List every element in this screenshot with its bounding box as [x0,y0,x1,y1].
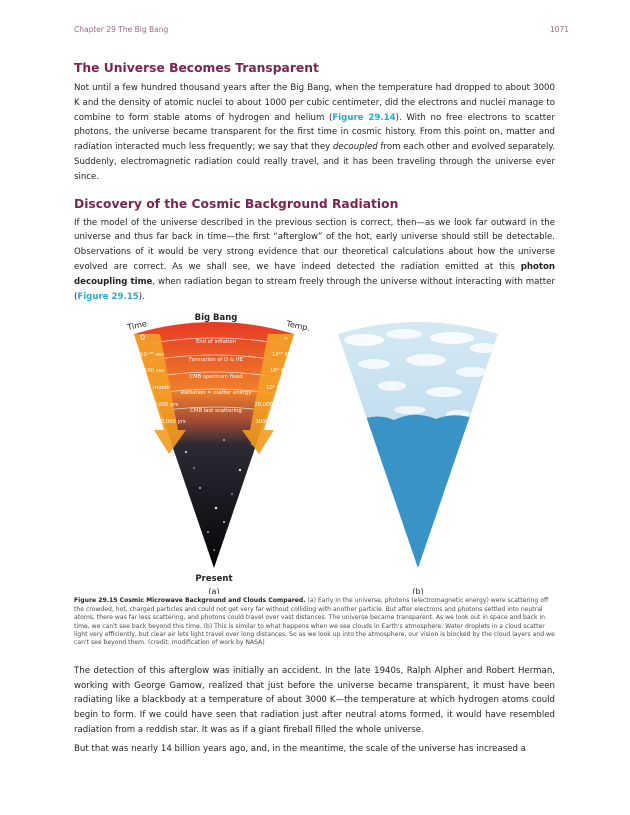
time-label: 1 month [148,385,171,392]
text-run: Not until a few hundred thousand years after the Big Bang, when the temperature had dropped to about 3000 K and the density of atomic nuclei to about 1000 per cubic centimeter, did the electrons and nuclei manage to combine to form stable atoms of hydrogen and helium ( [74,83,555,123]
text-run: , when radiation began to stream freely through the universe without interacting with matter ( [74,276,555,302]
figure-caption [74,597,555,647]
temperature-label: 10²⁸ K [271,352,288,359]
figure-link-29-15[interactable]: Figure 29.15 [77,291,139,302]
temperature-label: 10⁹ K [269,368,284,375]
paragraph-discovery [74,216,555,305]
big-bang-title: Big Bang [194,313,238,324]
emphasis-decoupled: decoupled [332,142,378,153]
temperature-label: 20,000 K [254,402,278,409]
band-center-label: CMB spectrum fixed [189,374,243,381]
text-run: from each other and evolved separately. Suddenly, electromagnetic radiation could really travel, and it has been traveling through the universe ever since. [74,142,555,182]
temperature-label: 3000 K [255,419,274,426]
page-number: 1071 [549,25,569,34]
figure-29-15 [74,312,555,594]
time-label: 100 sec [144,368,165,375]
time-axis-label: Time [126,319,148,333]
band-center-label: Formation of D & HE [188,357,244,364]
text-run: ). With no free electrons to scatter photons, the universe became transparent for the first time in cosmic history. From this point on, matter and radiation interacted much less frequently; we say that they [74,112,556,153]
time-label: 0 [140,333,146,343]
text-run: If the model of the universe described in the previous section is correct, then—as we look far outward in the universe and thus far back in time—the first “afterglow” of the hot, early universe should still be detectable. Observations of it would be very strong evidence that our theoretical calculations about how the universe evolved are correct. As we shall see, we have indeed detected the radiation emitted at this [74,217,555,272]
panel-a-label: (a) [208,587,220,595]
temperature-label: 10⁶ K [265,385,280,392]
section-heading-discovery: Discovery of the Cosmic Background Radiation [74,196,399,211]
temperature-axis-label: Temp. [285,319,311,334]
figure-link-29-14[interactable]: Figure 29.14 [332,112,396,123]
time-label: 380,000 yrs [154,419,186,426]
band-center-label: Radiation = matter energy [180,390,252,397]
time-label: 10⁻³⁰ sec [140,352,165,359]
time-label: 10,000 yrs [150,402,179,409]
cmb-figure-svg [74,312,555,594]
temperature-label: ∞ [283,336,288,343]
caption-text: (a) Early in the universe, photons (electromagnetic energy) were scattering off the crowded, hot, charged particles and could not get very far without colliding with another particle. But after electrons and photons settled into neutral atoms, there was far less scattering, and photons could travel over vast distances. The universe became transparent. As we look out in space and back in time, we can't see back beyond this time. (b) This is similar to what happens when we see clouds in Earth's atmosphere. Water droplets in a cloud scatter light very efficiently, but clear air lets light travel over long distances. So as we look up into the atmosphere, our vision is blocked by the cloud layers and we can't see beyond them. (credit: modification of work by NASA) [74,597,555,647]
paragraph-scale: But that was nearly 14 billion years ago, and, in the meantime, the scale of the universe has increased a [74,743,526,754]
present-label: Present [195,574,233,585]
paragraph-afterglow: The detection of this afterglow was initially an accident. In the late 1940s, Ralph Alpher and Robert Herman, working with George Gamow, realized that just before the universe became transparent, it must have been radiating like a blackbody at a temperature of about 3000 K—the temperature at which hydrogen atoms could begin to form. If we could have seen that radiation just after neutral atoms formed, it would have resembled radiation from a reddish star. It was as if a giant fireball filled the whole universe. [74,665,555,735]
band-center-label: End of inflation [195,339,237,346]
term-photon-decoupling: photon decoupling time [74,261,555,287]
after-figure-text [74,664,555,757]
caption-label: Figure 29.15 Cosmic Microwave Background and Clouds Compared. [74,597,306,605]
paragraph-transparent [74,81,555,185]
panel-b-label: (b) [412,587,424,595]
running-head-chapter: Chapter 29 The Big Bang [74,25,169,34]
section-heading-transparent: The Universe Becomes Transparent [74,61,319,75]
page-content [74,56,555,757]
text-run: ). [138,291,145,302]
band-center-label: CMB last scattering [190,408,242,415]
